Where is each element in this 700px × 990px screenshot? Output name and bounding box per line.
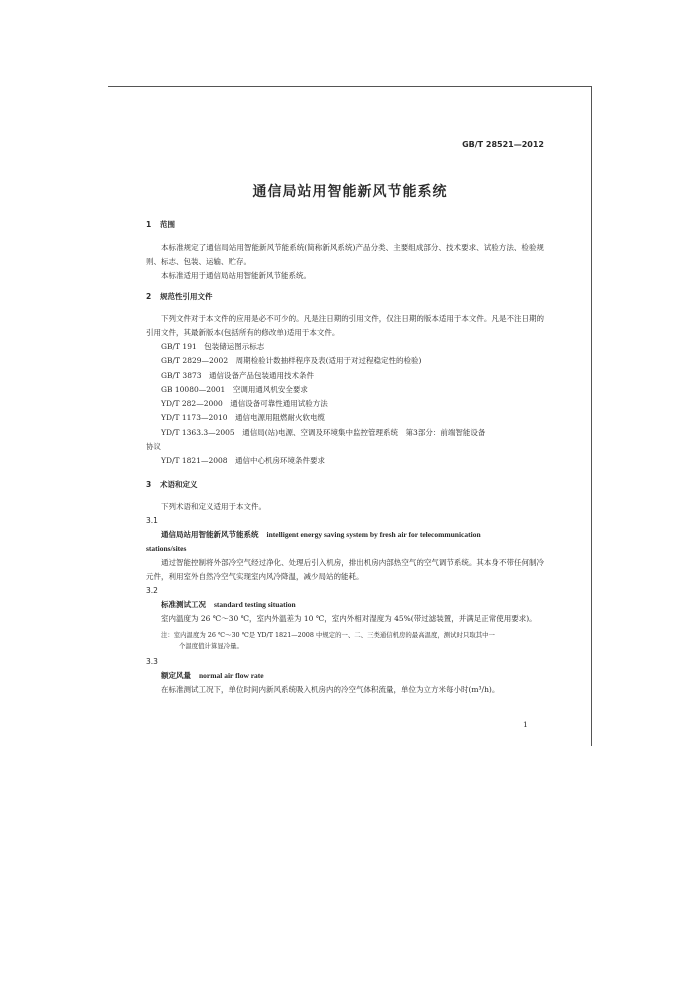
top-rule (108, 86, 592, 87)
term-definition: 在标准测试工况下，单位时间内新风系统吸入机房内的冷空气体积流量，单位为立方米每小时(m³/h)。 (161, 685, 500, 695)
section-1-para-2: 本标准适用于通信局站用智能新风节能系统。 (161, 270, 311, 280)
section-1-para-1: 本标准规定了通信局站用智能新风节能系统(简称新风系统)产品分类、主要组成部分、技术要求、试验方法、检验规则、标志、包装、运输、贮存。 (146, 242, 544, 266)
term-number: 3.1 (146, 516, 158, 526)
section-2-intro: 下列文件对于本文件的应用是必不可少的。凡是注日期的引用文件，仅注日期的版本适用于本文件。凡是不注日期的引用文件，其最新版本(包括所有的修改单)适用于本文件。 (146, 314, 544, 337)
reference-item: GB/T 3873 通信设备产品包装通用技术条件 (161, 370, 315, 380)
term-heading-continued: stations/sites (146, 544, 187, 554)
document-body (146, 221, 544, 697)
term-number: 3.3 (146, 657, 158, 667)
reference-item-long: YD/T 1363.3—2005 通信局(站)电源、空调及环境集中监控管理系统 第3部分：前端智能设备 协议 (146, 427, 486, 452)
document-title: 通信局站用智能新风节能系统 (252, 184, 448, 200)
standard-code: GB/T 28521—2012 (462, 140, 544, 149)
reference-item: YD/T 1173—2010 通信电源用阻燃耐火软电缆 (161, 413, 326, 423)
section-3-heading: 3 术语和定义 (146, 479, 198, 489)
section-2-heading: 2 规范性引用文件 (146, 291, 213, 301)
section-3-intro: 下列术语和定义适用于本文件。 (161, 502, 266, 512)
reference-item: GB/T 2829—2002 周期检验计数抽样程序及表(适用于对过程稳定性的检验) (161, 356, 422, 366)
term-note: 注：室内温度为 26 ℃～30 ℃是 YD/T 1821—2008 中规定的一、二、三类通信机房的最高温度，测试时只取其中一 个温度值计算显冷量。 (161, 631, 495, 651)
page-number: 1 (523, 720, 528, 729)
term-heading: 额定风量 normal air flow rate (161, 671, 264, 681)
term-definition: 通过智能控制将外部冷空气经过净化、处理后引入机房，排出机房内部热空气的空气调节系统。其本身不带任何制冷元件，利用室外自然冷空气实现室内风冷降温，减少局站的能耗。 (146, 558, 544, 582)
reference-item: YD/T 1821—2008 通信中心机房环境条件要求 (161, 456, 326, 466)
term-heading: 通信局站用智能新风节能系统 intelligent energy saving system by fresh air for telecommunication (161, 530, 481, 540)
reference-item: GB 10080—2001 空调用通风机安全要求 (161, 384, 308, 394)
reference-item: GB/T 191 包装储运图示标志 (161, 342, 265, 351)
reference-item: YD/T 282—2000 通信设备可靠性通用试验方法 (161, 399, 328, 409)
term-definition: 室内温度为 26 ℃～30 ℃，室内外温差为 10 ℃，室内外相对湿度为 45%(带过滤装置，并满足正常使用要求)。 (161, 614, 537, 624)
term-heading: 标准测试工况 standard testing situation (161, 600, 296, 610)
section-1-heading: 1 范围 (146, 220, 175, 229)
term-number: 3.2 (146, 586, 158, 596)
